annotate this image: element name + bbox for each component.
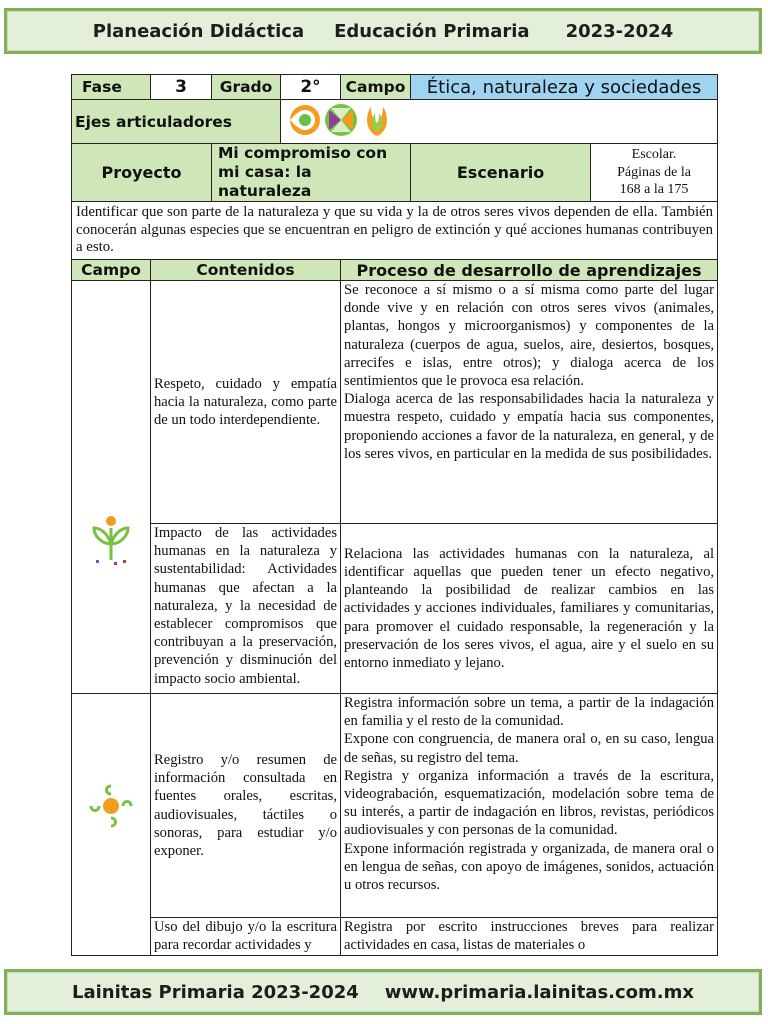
proceso-cell	[341, 694, 718, 918]
proceso-cell	[341, 281, 718, 524]
proceso-paragraph: Expone información registrada y organizada, de manera oral o en lengua de señas, con apoyo de imágenes, sonidos, actuación u otros recursos.	[344, 840, 715, 894]
escenario-value	[591, 144, 718, 202]
campo-value: Ética, naturaleza y sociedades	[411, 75, 718, 100]
escenario-value-line1: Escolar.	[631, 147, 677, 163]
table-row	[72, 281, 718, 524]
ejes-icons-svg	[287, 101, 407, 139]
grado-label: Grado	[212, 75, 281, 100]
ejes-icons	[281, 100, 718, 144]
proyecto-label: Proyecto	[72, 144, 212, 202]
contenido-cell: Uso del dibujo y/o la escritura para recordar actividades y	[151, 918, 341, 956]
flame-leaf-icon	[367, 107, 387, 136]
proceso-paragraph: Dialoga acerca de las responsabilidades hacia la naturaleza y muestra respeto, cuidado y empatía hacia sus componentes, proponiendo acciones a favor de la naturaleza, en general, y de los seres vivos, en particular en la medida de sus posibilidades.	[344, 391, 715, 462]
table-row	[72, 524, 718, 694]
header-title: Planeación Didáctica	[92, 20, 305, 42]
ejes-label: Ejes articuladores	[72, 100, 281, 144]
col-proceso-header: Proceso de desarrollo de aprendizajes	[341, 260, 718, 281]
col-contenidos-header: Contenidos	[151, 260, 341, 281]
footer-url[interactable]: www.primaria.lainitas.com.mx	[384, 981, 694, 1003]
circular-arrows-icon	[290, 105, 320, 135]
proceso-paragraph: Registra información sobre un tema, a partir de la indagación en familia y el resto de la comunidad.	[344, 695, 715, 730]
header-banner	[4, 8, 762, 54]
fase-value: 3	[151, 75, 212, 100]
header-year: 2023-2024	[565, 20, 674, 42]
grado-value: 2°	[281, 75, 341, 100]
table-row	[72, 918, 718, 956]
campo-icon-cell-1	[72, 281, 151, 694]
proyecto-value: Mi compromiso con mi casa: la naturaleza	[212, 144, 411, 202]
objetivo-text: Identificar que son parte de la naturaleza y que su vida y la de otros seres vivos dependen de ella. También conocerán algunas especies que se encuentran en peligro de extinción y qué acciones humanas contribuyen a esto.	[72, 202, 718, 260]
x-cross-icon	[325, 104, 357, 136]
proceso-cell: Relaciona las actividades humanas con la naturaleza, al identificar aquellas que pueden tener un efecto negativo, planteando la posibilidad de realizar cambios en las actividades y acciones individuales, familiares y comunitarias, para promover el cuidado responsable, la regeneración y la preservación de los seres vivos, el agua, aire y el suelo en su entorno inmediato y lejano.	[341, 524, 718, 694]
header-level: Educación Primaria	[334, 20, 530, 42]
footer-banner	[4, 969, 762, 1015]
planning-table	[71, 74, 718, 956]
fase-label: Fase	[72, 75, 151, 100]
proceso-cell: Registra por escrito instrucciones breves para realizar actividades en casa, listas de materiales o	[341, 918, 718, 956]
four-leaf-cycle-icon	[87, 782, 135, 830]
contenido-cell: Impacto de las actividades humanas en la naturaleza y sustentabilidad: Actividades humanas que afectan a la naturaleza, y la necesidad de establecer compromisos que contribuyan a la preservación, prevención y disminución del impacto socio ambiental.	[151, 524, 341, 694]
proceso-paragraph: Expone con congruencia, de manera oral o, en su caso, lengua de señas, su registro del tema.	[344, 731, 715, 766]
escenario-label: Escenario	[411, 144, 591, 202]
campo-label: Campo	[341, 75, 411, 100]
footer-text: Lainitas Primaria 2023-2024	[72, 981, 359, 1003]
proceso-paragraph: Se reconoce a sí mismo o a sí misma como parte del lugar donde vive y en relación con otros seres vivos (animales, plantas, hongos y microorganismos) y componentes de la naturaleza (cuerpos de agua, suelos, aire, desiertos, bosques, arrecifes e islas, entre otros); y dialoga acerca de los sentimientos que le provoca esa relación.	[344, 282, 715, 390]
campo-icon-cell-2	[72, 694, 151, 956]
col-campo-header: Campo	[72, 260, 151, 281]
person-plant-icon	[86, 514, 136, 566]
escenario-value-line2: Páginas de la	[617, 164, 691, 180]
escenario-value-line3: 168 a la 175	[619, 182, 689, 198]
proceso-paragraph: Registra y organiza información a través de la escritura, videograbación, esquematización, modelación sobre tema de su interés, a partir de indagación en libros, revistas, periódicos audiovisuales y con personas de la comunidad.	[344, 767, 715, 839]
contenido-cell: Registro y/o resumen de información consultada en fuentes orales, escritas, audiovisuales, táctiles o sonoras, para estudiar y/o exponer.	[151, 694, 341, 918]
table-row	[72, 694, 718, 918]
contenido-cell: Respeto, cuidado y empatía hacia la naturaleza, como parte de un todo interdependiente.	[151, 281, 341, 524]
